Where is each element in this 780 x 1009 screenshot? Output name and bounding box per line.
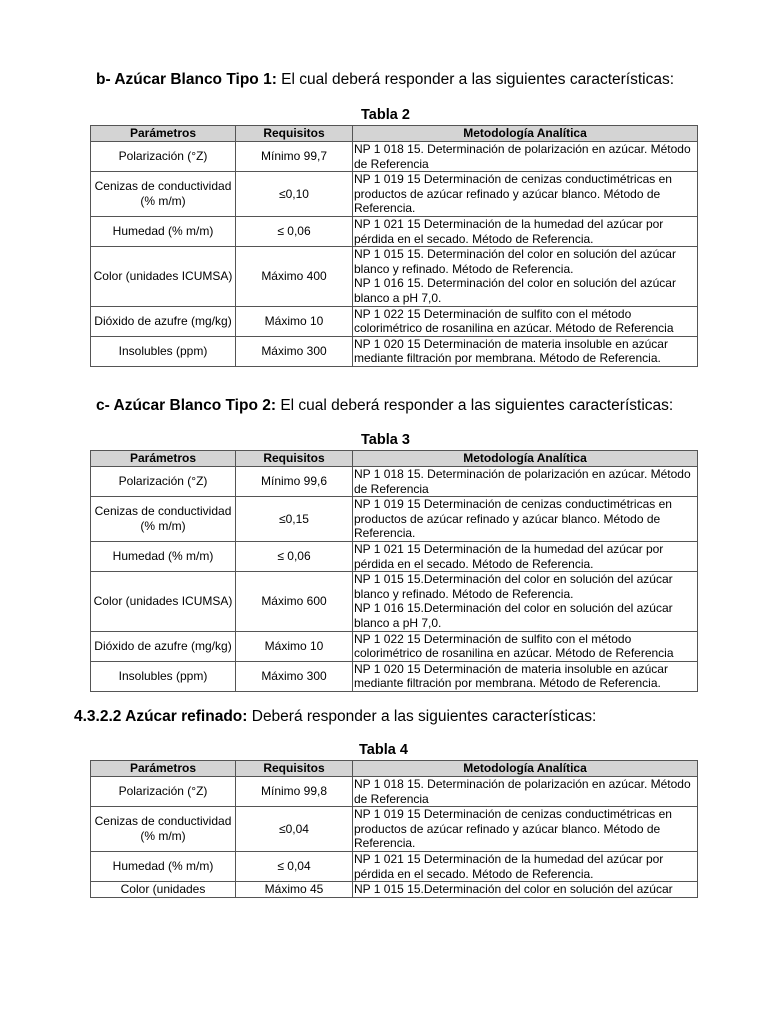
table-4 xyxy=(90,760,698,898)
param-cell: Polarización (°Z) xyxy=(91,142,236,172)
table-row xyxy=(91,247,698,306)
requirement-cell: Mínimo 99,6 xyxy=(236,467,353,497)
requirement-cell: ≤0,10 xyxy=(236,172,353,217)
header-requisitos: Requisitos xyxy=(236,761,353,777)
method-cell: NP 1 018 15. Determinación de polarización en azúcar. Método de Referencia xyxy=(353,142,698,172)
table-header-row xyxy=(91,451,698,467)
method-cell: NP 1 019 15 Determinación de cenizas conductimétricas en productos de azúcar refinado y azúcar blanco. Método de Referencia. xyxy=(353,497,698,542)
table-row xyxy=(91,631,698,661)
table-header-row xyxy=(91,761,698,777)
requirement-cell: Mínimo 99,7 xyxy=(236,142,353,172)
table-row xyxy=(91,336,698,366)
header-requisitos: Requisitos xyxy=(236,126,353,142)
section-b-heading xyxy=(96,71,674,89)
param-cell: Humedad (% m/m) xyxy=(91,851,236,881)
method-line: NP 1 015 15.Determinación del color en solución del azúcar blanco y refinado. Método de Referencia. xyxy=(354,572,673,601)
method-cell xyxy=(353,572,698,631)
table-row xyxy=(91,306,698,336)
section-c-label: c- Azúcar Blanco Tipo 2: xyxy=(96,397,277,414)
method-cell: NP 1 018 15. Determinación de polarización en azúcar. Método de Referencia xyxy=(353,467,698,497)
requirement-cell: ≤ 0,06 xyxy=(236,541,353,571)
requirement-cell: Máximo 400 xyxy=(236,247,353,306)
header-requisitos: Requisitos xyxy=(236,451,353,467)
table-2-caption: Tabla 2 xyxy=(361,107,410,123)
method-cell: NP 1 019 15 Determinación de cenizas conductimétricas en productos de azúcar refinado y azúcar blanco. Método de Referencia. xyxy=(353,807,698,852)
table-row xyxy=(91,467,698,497)
header-parametros: Parámetros xyxy=(91,451,236,467)
param-cell: Color (unidades ICUMSA) xyxy=(91,572,236,631)
table-row xyxy=(91,216,698,246)
method-cell: NP 1 021 15 Determinación de la humedad del azúcar por pérdida en el secado. Método de Referencia. xyxy=(353,851,698,881)
header-parametros: Parámetros xyxy=(91,126,236,142)
requirement-cell: ≤0,15 xyxy=(236,497,353,542)
method-cell: NP 1 019 15 Determinación de cenizas conductimétricas en productos de azúcar refinado y azúcar blanco. Método de Referencia. xyxy=(353,172,698,217)
section-c-text: El cual deberá responder a las siguientes características: xyxy=(276,397,674,414)
table-row xyxy=(91,661,698,691)
requirement-cell: Máximo 10 xyxy=(236,306,353,336)
section-b-text: El cual deberá responder a las siguientes características: xyxy=(276,71,675,88)
param-cell: Polarización (°Z) xyxy=(91,777,236,807)
requirement-cell: ≤ 0,04 xyxy=(236,851,353,881)
table-row xyxy=(91,851,698,881)
method-cell: NP 1 021 15 Determinación de la humedad del azúcar por pérdida en el secado. Método de Referencia. xyxy=(353,541,698,571)
param-cell: Dióxido de azufre (mg/kg) xyxy=(91,631,236,661)
table-3-caption: Tabla 3 xyxy=(361,432,410,448)
section-c-heading xyxy=(96,397,673,415)
header-parametros: Parámetros xyxy=(91,761,236,777)
table-row xyxy=(91,882,698,898)
param-cell: Dióxido de azufre (mg/kg) xyxy=(91,306,236,336)
method-cell: NP 1 020 15 Determinación de materia insoluble en azúcar mediante filtración por membrana. Método de Referencia. xyxy=(353,336,698,366)
param-cell: Insolubles (ppm) xyxy=(91,336,236,366)
method-cell: NP 1 022 15 Determinación de sulfito con el método colorimétrico de rosanilina en azúcar. Método de Referencia xyxy=(353,306,698,336)
method-cell: NP 1 015 15.Determinación del color en solución del azúcar xyxy=(353,882,698,898)
method-cell: NP 1 018 15. Determinación de polarización en azúcar. Método de Referencia xyxy=(353,777,698,807)
table-row xyxy=(91,497,698,542)
header-metodologia: Metodología Analítica xyxy=(353,761,698,777)
table-row xyxy=(91,777,698,807)
table-row xyxy=(91,541,698,571)
table-2 xyxy=(90,125,698,367)
requirement-cell: Máximo 45 xyxy=(236,882,353,898)
requirement-cell: ≤ 0,06 xyxy=(236,216,353,246)
param-cell: Humedad (% m/m) xyxy=(91,216,236,246)
table-row xyxy=(91,572,698,631)
method-cell: NP 1 020 15 Determinación de materia insoluble en azúcar mediante filtración por membrana. Método de Referencia. xyxy=(353,661,698,691)
method-cell: NP 1 021 15 Determinación de la humedad del azúcar por pérdida en el secado. Método de Referencia. xyxy=(353,216,698,246)
param-cell: Polarización (°Z) xyxy=(91,467,236,497)
requirement-cell: Máximo 300 xyxy=(236,661,353,691)
param-cell: Cenizas de conductividad (% m/m) xyxy=(91,497,236,542)
requirement-cell: Máximo 600 xyxy=(236,572,353,631)
requirement-cell: Máximo 10 xyxy=(236,631,353,661)
header-metodologia: Metodología Analítica xyxy=(353,126,698,142)
table-3 xyxy=(90,450,698,692)
table-4-caption: Tabla 4 xyxy=(359,742,408,758)
param-cell: Color (unidades xyxy=(91,882,236,898)
header-metodologia: Metodología Analítica xyxy=(353,451,698,467)
param-cell: Insolubles (ppm) xyxy=(91,661,236,691)
param-cell: Humedad (% m/m) xyxy=(91,541,236,571)
section-b-label: b- Azúcar Blanco Tipo 1: xyxy=(96,71,277,88)
method-cell xyxy=(353,247,698,306)
requirement-cell: Máximo 300 xyxy=(236,336,353,366)
table-header-row xyxy=(91,126,698,142)
requirement-cell: ≤0,04 xyxy=(236,807,353,852)
method-cell: NP 1 022 15 Determinación de sulfito con el método colorimétrico de rosanilina en azúcar. Método de Referencia xyxy=(353,631,698,661)
table-row xyxy=(91,807,698,852)
param-cell: Cenizas de conductividad (% m/m) xyxy=(91,807,236,852)
requirement-cell: Mínimo 99,8 xyxy=(236,777,353,807)
method-line: NP 1 016 15.Determinación del color en solución del azúcar blanco a pH 7,0. xyxy=(354,601,673,630)
param-cell: Color (unidades ICUMSA) xyxy=(91,247,236,306)
method-line: NP 1 015 15. Determinación del color en solución del azúcar blanco y refinado. Método de Referencia. xyxy=(354,247,676,276)
param-cell: Cenizas de conductividad (% m/m) xyxy=(91,172,236,217)
table-row xyxy=(91,142,698,172)
method-line: NP 1 016 15. Determinación del color en solución del azúcar blanco a pH 7,0. xyxy=(354,276,676,305)
section-refinado-heading xyxy=(74,708,596,726)
section-refinado-label: 4.3.2.2 Azúcar refinado: xyxy=(74,708,248,725)
table-row xyxy=(91,172,698,217)
section-refinado-text: Deberá responder a las siguientes características: xyxy=(247,708,597,725)
